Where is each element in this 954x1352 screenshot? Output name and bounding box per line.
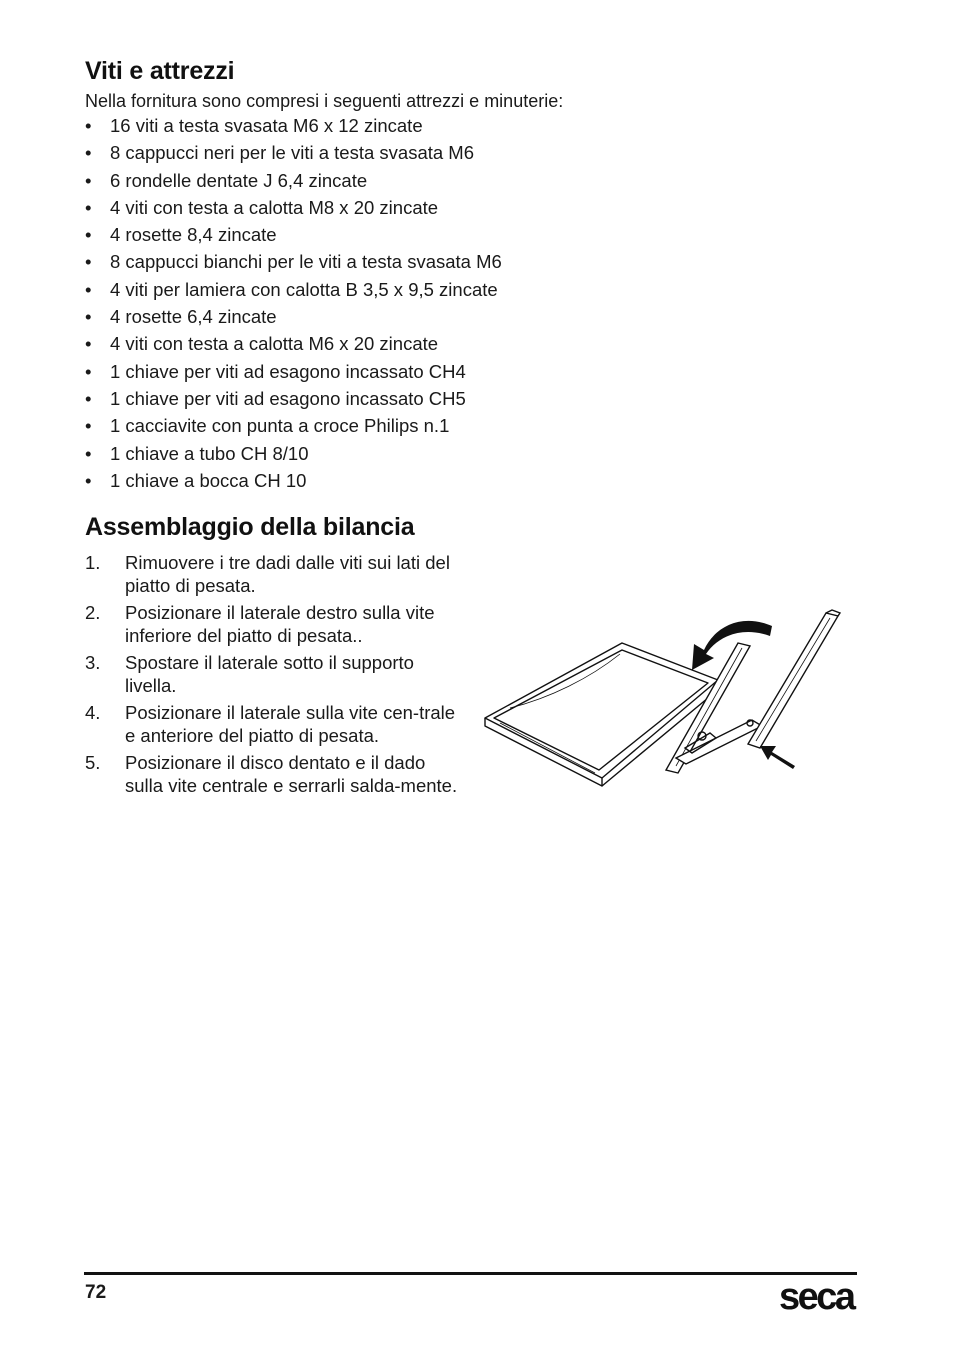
list-item: • 4 viti con testa a calotta M8 x 20 zincate: [85, 196, 439, 218]
bullet-icon: •: [85, 306, 92, 328]
bullet-icon: •: [85, 224, 92, 246]
list-item: • 8 cappucci bianchi per le viti a testa svasata M6: [85, 251, 502, 273]
list-item: • 1 cacciavite con punta a croce Philips n.1: [85, 415, 450, 437]
supply-list: [85, 114, 502, 496]
seca-logo: seca: [779, 1276, 854, 1318]
section-title-screws-tools: Viti e attrezzi: [85, 57, 235, 85]
footer-divider: [84, 1272, 857, 1275]
list-item: • 4 rosette 8,4 zincate: [85, 224, 277, 246]
list-item: 3. Spostare il laterale sotto il supporto livella.: [85, 652, 414, 696]
bullet-icon: •: [85, 251, 92, 273]
assembly-steps: [85, 551, 465, 801]
list-item: • 4 viti per lamiera con calotta B 3,5 x 9,5 zincate: [85, 278, 498, 300]
list-item: • 16 viti a testa svasata M6 x 12 zincate: [85, 115, 423, 136]
list-item: 1. Rimuovere i tre dadi dalle viti sui lati del piatto di pesata.: [85, 552, 450, 596]
list-item: 4. Posizionare il laterale sulla vite cen-trale e anteriore del piatto di pesata.: [85, 702, 456, 746]
bullet-icon: •: [85, 115, 92, 136]
list-item: • 1 chiave a tubo CH 8/10: [85, 442, 309, 464]
list-item: • 4 viti con testa a calotta M6 x 20 zincate: [85, 333, 439, 355]
supply-intro-text: Nella fornitura sono compresi i seguenti attrezzi e minuterie:: [85, 91, 564, 111]
assembly-illustration: [480, 608, 860, 808]
bullet-icon: •: [85, 169, 92, 191]
page-number: 72: [85, 1282, 107, 1303]
bullet-icon: •: [85, 387, 92, 409]
bullet-icon: •: [85, 142, 92, 164]
section-title-assembly: Assemblaggio della bilancia: [85, 513, 415, 541]
list-item: 2. Posizionare il laterale destro sulla vite inferiore del piatto di pesata..: [85, 602, 435, 646]
push-arrow-icon: [760, 746, 795, 769]
bullet-icon: •: [85, 333, 92, 355]
list-item: • 4 rosette 6,4 zincate: [85, 306, 277, 328]
list-item: • 8 cappucci neri per le viti a testa svasata M6: [85, 142, 475, 164]
list-item: • 1 chiave per viti ad esagono incassato CH4: [85, 360, 466, 382]
list-item: • 1 chiave per viti ad esagono incassato CH5: [85, 387, 466, 409]
list-item: • 6 rondelle dentate J 6,4 zincate: [85, 169, 368, 191]
bullet-icon: •: [85, 360, 92, 382]
bullet-icon: •: [85, 415, 92, 437]
list-item: • 1 chiave a bocca CH 10: [85, 469, 307, 491]
bullet-icon: •: [85, 196, 92, 218]
list-item: 5. Posizionare il disco dentato e il dado sulla vite centrale e serrarli salda-mente.: [85, 752, 458, 796]
bullet-icon: •: [85, 469, 92, 491]
bullet-icon: •: [85, 278, 92, 300]
bullet-icon: •: [85, 442, 92, 464]
weighing-platform: [485, 643, 720, 786]
